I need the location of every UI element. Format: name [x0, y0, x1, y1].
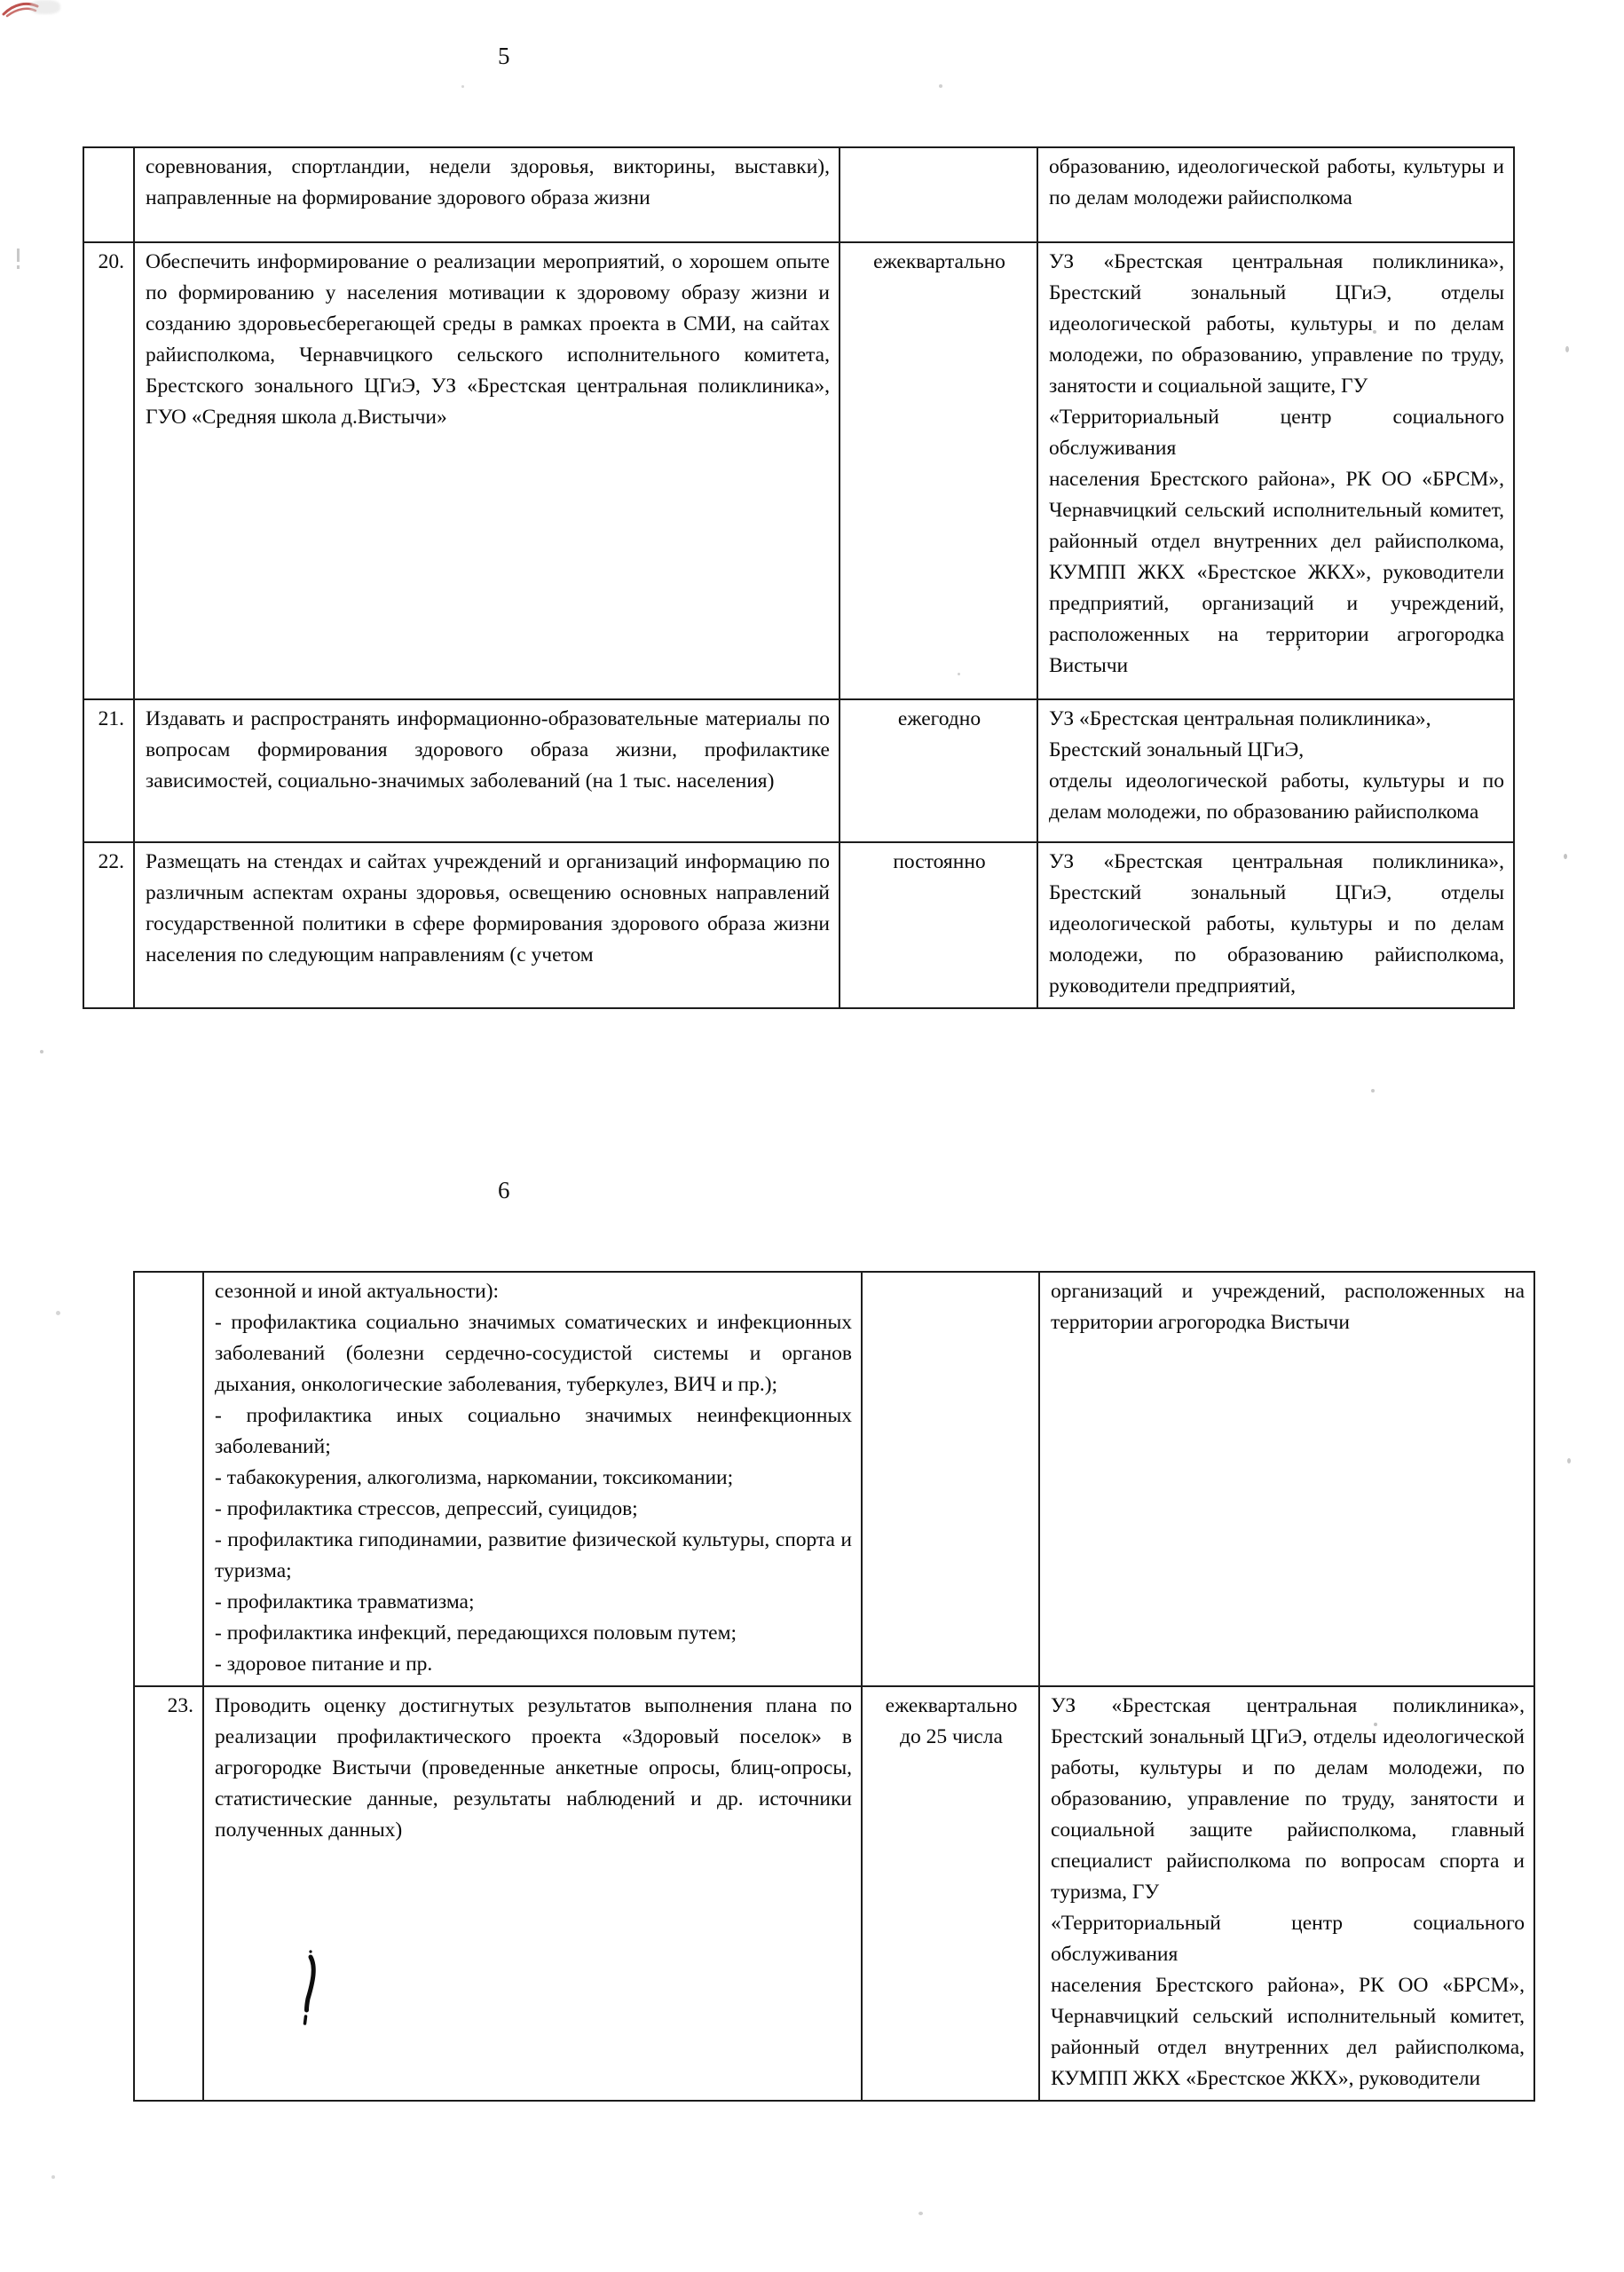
activity-cell: [134, 242, 840, 699]
paragraph: УЗ «Брестская центральная поликлиника», Брестский зональный ЦГиЭ, отделы идеологической работы, культуры и по делам молодежи, по образованию райисполкома, руководители предприятий,: [1049, 850, 1504, 998]
row-number-cell: 23.: [134, 1686, 203, 2101]
activity-cell: [203, 1686, 862, 2101]
pen-stroke-mark: [296, 1949, 321, 2029]
paragraph: отделы идеологической работы, культуры и по делам молодежи, по образованию райисполкома: [1049, 769, 1504, 824]
ink-speck: [939, 84, 942, 88]
activity-cell: [203, 1272, 862, 1686]
period-cell: [840, 147, 1037, 242]
ink-mark: [17, 265, 20, 269]
page-number-6: 6: [498, 1177, 510, 1203]
ink-speck: [1373, 330, 1376, 334]
ink-speck: [51, 2175, 55, 2179]
paragraph: образованию, идеологической работы, культуры и по делам молодежи райисполкома: [1049, 155, 1504, 209]
activity-cell: [134, 842, 840, 1008]
paragraph: - профилактика травматизма;: [215, 1590, 475, 1613]
table-row: [83, 699, 1514, 842]
paragraph: ежеквартально: [873, 250, 1005, 273]
row-number-cell: 21.: [83, 699, 134, 842]
responsible-cell: [1037, 699, 1514, 842]
responsible-cell: [1037, 147, 1514, 242]
period-cell: [840, 699, 1037, 842]
paragraph: Издавать и распространять информационно-образовательные материалы по вопросам формирования здорового образа жизни, профилактике зависимостей, социально-значимых заболеваний (на 1 тыс. населения): [146, 707, 830, 793]
ink-speck: [1567, 1458, 1571, 1463]
ink-speck: [1564, 854, 1567, 859]
period-cell: [840, 242, 1037, 699]
paragraph: - профилактика стрессов, депрессий, суицидов;: [215, 1497, 638, 1520]
responsible-cell: [1037, 842, 1514, 1008]
paragraph: «Территориальный центр социального обслуживания: [1051, 1912, 1525, 1966]
paragraph: - здоровое питание и пр.: [215, 1653, 433, 1676]
paragraph: соревнования, спортландии, недели здоровья, викторины, выставки), направленные на формирование здорового образа жизни: [146, 155, 830, 209]
ink-speck: [958, 673, 960, 675]
paragraph: постоянно: [893, 850, 986, 873]
row-number-cell: [83, 147, 134, 242]
paragraph: - профилактика гиподинамии, развитие физической культуры, спорта и туризма;: [215, 1528, 852, 1582]
ink-speck: [1371, 1089, 1375, 1093]
ink-speck: [56, 1311, 60, 1315]
gray-smudge: [30, 0, 60, 14]
paragraph: - профилактика иных социально значимых неинфекционных заболеваний;: [215, 1404, 852, 1458]
page-number-5: 5: [498, 43, 510, 69]
paragraph: Размещать на стендах и сайтах учреждений и организаций информацию по различным аспектам охраны здоровья, освещению основных направлений государственной политики в сфере формирования здорового образа жизни населения по следующим направлениям (с учетом: [146, 850, 830, 966]
paragraph: населения Брестского района», РК ОО «БРСМ», Чернавчицкий сельский исполнительный комитет, районный отдел внутренних дел райисполкома, КУМПП ЖКХ «Брестское ЖКХ», руководители: [1051, 1974, 1525, 2090]
row-number-cell: 22.: [83, 842, 134, 1008]
paragraph: УЗ «Брестская центральная поликлиника», Брестский зональный ЦГиЭ, отделы идеологической работы, культуры и по делам молодежи, по образованию, управление по труду, занятости и социальной защите райисполкома, главный специалист райисполкома по вопросам спорта и туризма, ГУ: [1051, 1694, 1525, 1904]
responsible-cell: [1039, 1272, 1534, 1686]
paragraph: Проводить оценку достигнутых результатов выполнения плана по реализации профилактического проекта «Здоровый поселок» в агрогородке Вистычи (проведенные анкетные опросы, блиц-опросы, статистические данные, результаты наблюдений и др. источники полученных данных): [215, 1694, 852, 1842]
period-cell: [862, 1686, 1039, 2101]
paragraph: ежегодно: [897, 707, 981, 730]
table-row: [83, 242, 1514, 699]
ink-mark: [17, 248, 20, 262]
ink-speck: [1565, 346, 1569, 352]
paragraph: Обеспечить информирование о реализации мероприятий, о хорошем опыте по формированию у населения мотивации к здоровому образу жизни и созданию здоровьесберегающей среды в рамках проекта в СМИ, на сайтах райисполкома, Чернавчицкого сельского исполнительного комитета, Брестского зонального ЦГиЭ, УЗ «Брестская центральная поликлиника», ГУО «Средняя школа д.Вистычи»: [146, 250, 830, 429]
table-row: [83, 147, 1514, 242]
row-number-cell: [134, 1272, 203, 1686]
paragraph: ежеквартально до 25 числа: [885, 1694, 1018, 1748]
paragraph: - табакокурения, алкоголизма, наркомании, токсикомании;: [215, 1466, 734, 1489]
paragraph: - профилактика инфекций, передающихся половым путем;: [215, 1621, 737, 1645]
paragraph: «Территориальный центр социального обслуживания: [1049, 406, 1504, 460]
period-cell: [840, 842, 1037, 1008]
paragraph: организаций и учреждений, расположенных на территории агрогородка Вистычи: [1051, 1280, 1525, 1334]
activity-cell: [134, 699, 840, 842]
ink-speck: [918, 2212, 923, 2215]
responsible-cell: [1037, 242, 1514, 699]
ink-speck: [1374, 1723, 1377, 1726]
plan-table-page-6: [133, 1271, 1535, 2102]
ink-speck: [461, 85, 464, 88]
paragraph: УЗ «Брестская центральная поликлиника»,: [1049, 707, 1431, 730]
paragraph: - профилактика социально значимых соматических и инфекционных заболеваний (болезни сердечно-сосудистой системы и органов дыхания, онкологические заболевания, туберкулез, ВИЧ и пр.);: [215, 1311, 852, 1396]
paragraph: Брестский зональный ЦГиЭ,: [1049, 738, 1305, 761]
period-cell: [862, 1272, 1039, 1686]
table-row: [134, 1272, 1534, 1686]
row-number-cell: 20.: [83, 242, 134, 699]
activity-cell: [134, 147, 840, 242]
paragraph: УЗ «Брестская центральная поликлиника», Брестский зональный ЦГиЭ, отделы идеологической работы, культуры и по делам молодежи, по образованию, управление по труду, занятости и социальной защите, ГУ: [1049, 250, 1504, 398]
plan-table-page-5: [83, 146, 1515, 1009]
paragraph: сезонной и иной актуальности):: [215, 1280, 500, 1303]
paragraph: населения Брестского района», РК ОО «БРСМ», Чернавчицкий сельский исполнительный комитет, районный отдел внутренних дел райисполкома, КУМПП ЖКХ «Брестское ЖКХ», руководители предприятий, организаций и учреждений, расположенных на территории агрогородка Вистычи: [1049, 468, 1504, 677]
stray-apostrophe-mark: ’: [1296, 641, 1303, 663]
ink-speck: [40, 1050, 43, 1053]
table-row: [134, 1686, 1534, 2101]
responsible-cell: [1039, 1686, 1534, 2101]
table-row: [83, 842, 1514, 1008]
